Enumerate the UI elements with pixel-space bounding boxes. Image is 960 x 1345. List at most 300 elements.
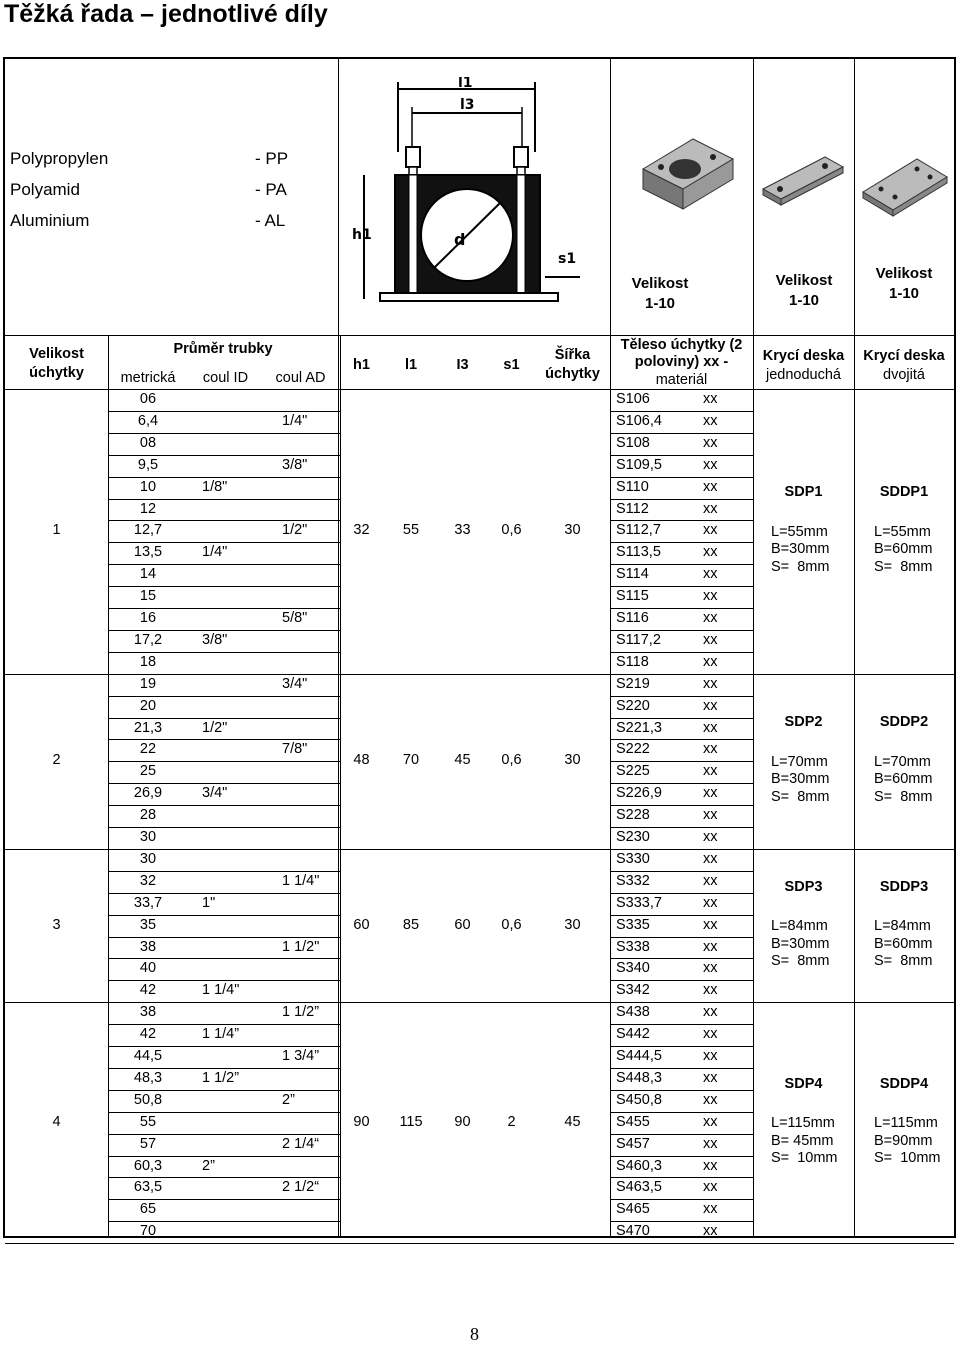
size-value: 1 xyxy=(52,522,61,539)
body-material: xx xyxy=(703,1091,718,1108)
body-material: xx xyxy=(703,653,718,670)
width-value: 30 xyxy=(564,916,581,933)
body-material: xx xyxy=(703,566,718,583)
body-code: S220 xyxy=(616,697,650,714)
plate-length: L=55mm xyxy=(874,523,931,540)
inch-ad-value: 1 1/4" xyxy=(282,872,320,889)
body-code: S108 xyxy=(616,434,650,451)
grid-hline xyxy=(108,455,340,456)
plate-length: L=70mm xyxy=(771,753,828,770)
body-code: S228 xyxy=(616,807,650,824)
metric-diameter: 25 xyxy=(139,763,157,780)
inch-id-value: 1/4" xyxy=(202,544,228,561)
body-material: xx xyxy=(703,544,718,561)
plate-width: B=90mm xyxy=(874,1132,933,1149)
body-material: xx xyxy=(703,1179,718,1196)
plate-dims xyxy=(753,1115,854,1168)
body-material: xx xyxy=(703,412,718,429)
body-material: xx xyxy=(703,500,718,517)
grid-hline xyxy=(108,477,340,478)
grid-hline xyxy=(108,739,340,740)
metric-diameter: 35 xyxy=(139,916,157,933)
header-inch-ad: coul AD xyxy=(275,370,326,386)
body-material: xx xyxy=(703,785,718,802)
grid-hline xyxy=(610,499,753,500)
plate-code: SDP4 xyxy=(784,1075,823,1092)
grid-hline xyxy=(108,893,340,894)
plate-dims xyxy=(854,1115,954,1168)
grid-hline xyxy=(108,1024,340,1025)
plate-dims xyxy=(753,918,854,971)
body-code: S465 xyxy=(616,1201,650,1218)
base-plate xyxy=(380,293,558,301)
header-double-2: dvojitá xyxy=(883,367,925,383)
metric-diameter: 20 xyxy=(139,697,157,714)
body-code: S225 xyxy=(616,763,650,780)
body-material: xx xyxy=(703,1069,718,1086)
grid-hline xyxy=(610,718,753,719)
body-material: xx xyxy=(703,456,718,473)
grid-hline xyxy=(108,871,340,872)
l3-value: 45 xyxy=(454,752,471,769)
body-code: S226,9 xyxy=(616,785,662,802)
d-label: d xyxy=(454,230,466,249)
plate-length: L=84mm xyxy=(874,918,931,935)
body-material: xx xyxy=(703,872,718,889)
plate-dims xyxy=(854,754,954,807)
inch-id-value: 1 1/4" xyxy=(202,982,240,999)
body-code: S222 xyxy=(616,741,650,758)
inch-id-value: 1/2" xyxy=(202,719,228,736)
body-material: xx xyxy=(703,1113,718,1130)
body-code: S457 xyxy=(616,1135,650,1152)
picture-size-label xyxy=(854,264,954,304)
plate-thickness: S= 8mm xyxy=(874,788,933,805)
grid-hline xyxy=(108,1134,340,1135)
plate-length: L=115mm xyxy=(874,1115,938,1132)
grid-hline xyxy=(610,980,753,981)
grid-hline xyxy=(610,389,753,390)
metric-diameter: 70 xyxy=(139,1223,157,1240)
cover-plate-single xyxy=(753,714,854,806)
inch-ad-value: 1 3/4” xyxy=(282,1048,320,1064)
body-material: xx xyxy=(703,522,718,539)
body-material: xx xyxy=(703,741,718,758)
grid-hline xyxy=(610,1068,753,1069)
plate-width: B=60mm xyxy=(874,935,933,952)
metric-diameter: 55 xyxy=(139,1113,157,1130)
material-code: - PA xyxy=(255,180,287,199)
picture-size-line1: Velikost xyxy=(775,272,833,289)
metric-diameter: 06 xyxy=(139,391,157,407)
grid-hline xyxy=(108,915,340,916)
header-width-2: úchytky xyxy=(545,366,600,382)
body-material: xx xyxy=(703,1201,718,1218)
cover-plate-double xyxy=(854,714,954,806)
l1-value: 55 xyxy=(402,522,420,539)
grid-vline xyxy=(338,335,339,1236)
body-code: S114 xyxy=(616,566,649,583)
grid-hline xyxy=(610,564,753,565)
plate-code: SDDP4 xyxy=(879,1075,929,1092)
metric-diameter: 30 xyxy=(139,829,157,845)
body-material: xx xyxy=(703,631,718,648)
header-single-1: Krycí deska xyxy=(762,348,845,364)
grid-hline xyxy=(610,1024,753,1025)
grid-hline xyxy=(610,1221,753,1222)
plate-thickness: S= 8mm xyxy=(771,788,830,805)
body-code: S340 xyxy=(616,960,650,977)
grid-hline xyxy=(610,1177,753,1178)
metric-diameter: 9,5 xyxy=(137,456,159,473)
plate-dims xyxy=(753,754,854,807)
grid-hline xyxy=(108,696,340,697)
inch-ad-value: 7/8" xyxy=(282,741,308,758)
header-inch-id: coul ID xyxy=(202,370,249,386)
grid-hline xyxy=(610,542,753,543)
grid-hline xyxy=(108,1177,340,1178)
plate-code: SDP3 xyxy=(784,878,823,895)
metric-diameter: 60,3 xyxy=(133,1157,163,1174)
plate-code: SDDP2 xyxy=(879,714,929,731)
page-number: 8 xyxy=(470,1324,479,1344)
grid-hline xyxy=(610,608,753,609)
grid-hline xyxy=(5,1243,954,1244)
metric-diameter: 13,5 xyxy=(133,544,163,561)
grid-hline xyxy=(108,827,340,828)
body-material: xx xyxy=(703,763,718,780)
metric-diameter: 15 xyxy=(139,588,157,605)
header-metric: metrická xyxy=(120,370,176,386)
body-code: S219 xyxy=(616,675,650,692)
metric-diameter: 48,3 xyxy=(133,1069,163,1086)
plate-width: B=60mm xyxy=(874,771,933,788)
grid-hline xyxy=(108,564,340,565)
inch-ad-value: 1/2" xyxy=(282,522,308,539)
grid-hline xyxy=(610,893,753,894)
body-code: S115 xyxy=(616,588,649,605)
body-code: S460,3 xyxy=(616,1157,662,1174)
body-code: S332 xyxy=(616,872,650,889)
metric-diameter: 12,7 xyxy=(133,522,163,539)
inch-id-value: 1 1/2” xyxy=(202,1069,240,1086)
grid-hline xyxy=(108,630,340,631)
inch-ad-value: 1 1/2" xyxy=(282,938,320,955)
grid-hline xyxy=(610,958,753,959)
grid-vline xyxy=(610,59,611,335)
body-material: xx xyxy=(703,434,718,451)
materials-list xyxy=(10,143,288,236)
metric-diameter: 08 xyxy=(139,434,157,451)
inch-ad-value: 2” xyxy=(282,1091,295,1108)
metric-diameter: 42 xyxy=(139,1026,157,1043)
body-code: S455 xyxy=(616,1113,650,1130)
grid-vline xyxy=(610,335,611,1236)
grid-hline xyxy=(610,761,753,762)
grid-hline xyxy=(5,674,954,675)
width-value: 30 xyxy=(564,522,581,539)
grid-hline xyxy=(610,455,753,456)
grid-hline xyxy=(108,608,340,609)
body-code: S338 xyxy=(616,938,650,955)
body-material: xx xyxy=(703,610,718,626)
metric-diameter: 6,4 xyxy=(137,412,159,429)
metric-diameter: 17,2 xyxy=(133,631,163,648)
cover-plate-double xyxy=(854,1076,954,1168)
grid-hline xyxy=(108,652,340,653)
material-row xyxy=(10,174,288,205)
body-material: xx xyxy=(703,588,718,605)
material-row xyxy=(10,143,288,174)
plate-code: SDDP1 xyxy=(879,484,929,501)
body-code: S113,5 xyxy=(616,544,661,561)
body-material: xx xyxy=(703,1026,718,1043)
single-plate-image xyxy=(755,149,850,219)
body-code: S116 xyxy=(616,610,649,626)
header-width-1: Šířka xyxy=(554,347,591,363)
grid-hline xyxy=(610,739,753,740)
inch-ad-value: 2 1/2“ xyxy=(282,1179,320,1196)
picture-size-line2: 1-10 xyxy=(888,285,920,302)
body-code: S438 xyxy=(616,1004,650,1021)
grid-hline xyxy=(108,586,340,587)
body-material: xx xyxy=(703,916,718,933)
material-code: - PP xyxy=(255,149,289,168)
body-code: S463,5 xyxy=(616,1179,662,1196)
metric-diameter: 22 xyxy=(139,741,157,758)
picture-size-line2: 1-10 xyxy=(644,295,676,312)
body-code: S470 xyxy=(616,1223,650,1240)
header-double-1: Krycí deska xyxy=(863,348,945,364)
metric-diameter: 10 xyxy=(139,478,157,495)
metric-diameter: 42 xyxy=(139,982,157,999)
grid-hline xyxy=(108,761,340,762)
body-material: xx xyxy=(703,938,718,955)
plate-width: B=30mm xyxy=(771,541,830,558)
width-value: 30 xyxy=(564,752,581,769)
metric-diameter: 12 xyxy=(139,500,157,517)
plate-length: L=84mm xyxy=(771,918,828,935)
picture-size-line1: Velikost xyxy=(875,265,933,282)
body-material: xx xyxy=(703,675,718,692)
metric-diameter: 21,3 xyxy=(133,719,163,736)
plate-thickness: S= 8mm xyxy=(771,558,830,575)
inch-ad-value: 1/4" xyxy=(282,412,308,429)
grid-hline xyxy=(108,520,340,521)
double-plate-image xyxy=(855,147,955,227)
body-code: S118 xyxy=(616,653,649,670)
grid-hline xyxy=(610,1134,753,1135)
picture-size-label xyxy=(610,274,710,314)
metric-diameter: 33,7 xyxy=(133,894,163,911)
clamp-diagram xyxy=(350,77,590,317)
body-material: xx xyxy=(703,807,718,824)
metric-diameter: 14 xyxy=(139,566,157,583)
body-code: S106,4 xyxy=(616,412,662,429)
grid-hline xyxy=(610,477,753,478)
grid-hline xyxy=(108,542,340,543)
grid-hline xyxy=(610,871,753,872)
header-body-3: materiál xyxy=(655,372,708,388)
plate-width: B=30mm xyxy=(771,935,830,952)
inch-id-value: 1/8" xyxy=(202,478,228,495)
header-body-2: poloviny) xx - xyxy=(634,354,729,370)
body-code: S230 xyxy=(616,829,650,845)
grid-vline xyxy=(753,59,754,335)
material-row xyxy=(10,205,288,236)
body-material: xx xyxy=(703,1048,718,1064)
body-code: S342 xyxy=(616,982,650,999)
grid-hline xyxy=(610,1090,753,1091)
cover-plate-single xyxy=(753,1076,854,1168)
size-value: 3 xyxy=(52,916,61,933)
l1-label: l1 xyxy=(458,77,473,91)
picture-size-label xyxy=(754,271,854,311)
grid-hline xyxy=(5,849,954,850)
metric-diameter: 65 xyxy=(139,1201,157,1218)
body-code: S117,2 xyxy=(616,631,661,648)
l3-label: l3 xyxy=(460,97,475,113)
inch-id-value: 3/4" xyxy=(202,785,228,802)
grid-vline xyxy=(340,335,341,1236)
plate-length: L=55mm xyxy=(771,523,828,540)
inch-id-value: 3/8" xyxy=(202,631,228,648)
body-material: xx xyxy=(703,719,718,736)
header-s1: s1 xyxy=(503,357,520,373)
grid-hline xyxy=(5,335,954,336)
body-material: xx xyxy=(703,982,718,999)
body-code: S450,8 xyxy=(616,1091,662,1108)
l1-value: 115 xyxy=(399,1113,423,1130)
cover-plate-double xyxy=(854,879,954,971)
grid-hline xyxy=(610,586,753,587)
metric-diameter: 19 xyxy=(139,675,157,692)
grid-hline xyxy=(108,433,340,434)
body-material: xx xyxy=(703,1157,718,1174)
material-code: - AL xyxy=(255,211,286,230)
body-material: xx xyxy=(703,960,718,977)
cover-plate-double xyxy=(854,484,954,576)
s1-value: 2 xyxy=(507,1113,516,1130)
plate-width: B= 45mm xyxy=(771,1132,834,1149)
grid-hline xyxy=(610,827,753,828)
body-code: S335 xyxy=(616,916,650,933)
grid-hline xyxy=(5,1002,954,1003)
grid-hline xyxy=(610,411,753,412)
metric-diameter: 30 xyxy=(139,850,157,867)
grid-hline xyxy=(108,389,340,390)
plate-thickness: S= 10mm xyxy=(771,1150,838,1167)
grid-hline xyxy=(610,1199,753,1200)
plate-length: L=115mm xyxy=(771,1115,835,1132)
inch-ad-value: 3/8" xyxy=(282,456,308,473)
body-code: S109,5 xyxy=(616,456,662,473)
grid-hline xyxy=(108,1090,340,1091)
plate-width: B=60mm xyxy=(874,541,933,558)
metric-diameter: 40 xyxy=(139,960,157,977)
body-code: S221,3 xyxy=(616,719,662,736)
l3-value: 33 xyxy=(454,522,471,539)
body-material: xx xyxy=(703,894,718,911)
grid-vline xyxy=(338,59,339,335)
plate-dims xyxy=(854,524,954,577)
grid-hline xyxy=(108,1221,340,1222)
cover-plate-single xyxy=(753,879,854,971)
h1-value: 32 xyxy=(353,522,370,539)
grid-hline xyxy=(108,1112,340,1113)
h1-value: 60 xyxy=(353,916,370,933)
grid-hline xyxy=(108,980,340,981)
cover-plate-single xyxy=(753,484,854,576)
metric-diameter: 38 xyxy=(139,1004,157,1021)
plate-dims xyxy=(854,918,954,971)
metric-diameter: 32 xyxy=(139,872,157,889)
plate-width: B=30mm xyxy=(771,771,830,788)
h1-label: h1 xyxy=(352,227,372,243)
header-h1: h1 xyxy=(353,357,370,373)
metric-diameter: 50,8 xyxy=(133,1091,163,1108)
grid-hline xyxy=(610,805,753,806)
grid-hline xyxy=(108,1068,340,1069)
body-material: xx xyxy=(703,391,718,407)
material-name: Aluminium xyxy=(10,211,90,230)
grid-hline xyxy=(610,696,753,697)
inch-ad-value: 3/4" xyxy=(282,675,308,692)
picture-size-line2: 1-10 xyxy=(788,292,820,309)
metric-diameter: 63,5 xyxy=(133,1179,163,1196)
l1-value: 85 xyxy=(402,916,420,933)
body-material: xx xyxy=(703,1223,718,1240)
plate-thickness: S= 8mm xyxy=(874,953,933,970)
body-material: xx xyxy=(703,829,718,845)
header-body-1: Těleso úchytky (2 xyxy=(620,337,743,353)
plate-thickness: S= 8mm xyxy=(874,558,933,575)
body-material: xx xyxy=(703,478,718,495)
l3-value: 60 xyxy=(454,916,471,933)
body-material: xx xyxy=(703,697,718,714)
s1-value: 0,6 xyxy=(501,752,522,769)
plate-dims xyxy=(753,524,854,577)
grid-hline xyxy=(610,915,753,916)
grid-hline xyxy=(610,783,753,784)
header-l3: I3 xyxy=(456,357,469,373)
plate-length: L=70mm xyxy=(874,753,931,770)
metric-diameter: 28 xyxy=(139,807,157,824)
s1-value: 0,6 xyxy=(501,522,522,539)
body-code: S110 xyxy=(616,478,649,495)
grid-hline xyxy=(610,937,753,938)
plate-thickness: S= 10mm xyxy=(874,1150,941,1167)
grid-hline xyxy=(610,1046,753,1047)
body-code: S444,5 xyxy=(616,1048,662,1064)
grid-hline xyxy=(108,499,340,500)
l1-value: 70 xyxy=(402,752,420,769)
grid-hline xyxy=(108,1156,340,1157)
spec-table xyxy=(3,57,956,1238)
clamp-body-image xyxy=(633,129,743,219)
metric-diameter: 26,9 xyxy=(133,785,163,802)
body-code: S448,3 xyxy=(616,1069,662,1086)
plate-code: SDDP3 xyxy=(879,878,929,895)
grid-hline xyxy=(108,958,340,959)
grid-hline xyxy=(108,1046,340,1047)
body-material: xx xyxy=(703,1004,718,1021)
header-size-2: úchytky xyxy=(29,365,84,381)
inch-id-value: 2” xyxy=(202,1157,215,1174)
inch-id-value: 1" xyxy=(202,894,216,911)
inch-ad-value: 1 1/2” xyxy=(282,1004,320,1021)
h1-value: 48 xyxy=(353,752,370,769)
